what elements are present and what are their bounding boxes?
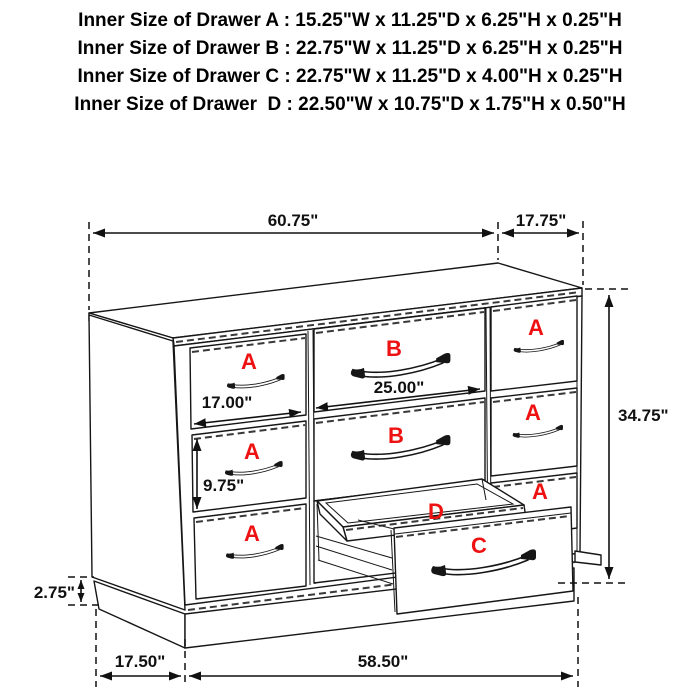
dim-label-overall-height: 34.75" xyxy=(618,406,669,425)
drawer-label-b-top: B xyxy=(386,336,402,361)
drawer-label-a-right-bottom: A xyxy=(532,479,548,504)
spec-line-drawer-a: Inner Size of Drawer A : 15.25"W x 11.25"D x 6.25"H x 0.25"H xyxy=(78,10,622,31)
dim-label-bottom-front-width: 58.50" xyxy=(357,652,409,671)
dim-label-base-height: 2.75" xyxy=(33,583,75,602)
drawer-label-b-middle: B xyxy=(388,423,404,448)
drawer-label-c-pullout: C xyxy=(471,533,487,558)
drawer-label-a-right-top: A xyxy=(528,315,544,340)
drawer-a-left-bottom-front xyxy=(194,504,306,599)
dim-label-top-width: 60.75" xyxy=(267,211,319,230)
drawer-label-a-left-middle: A xyxy=(244,439,260,464)
dim-label-center-drawer-width: 25.00" xyxy=(373,378,425,397)
drawer-label-d-tray: D xyxy=(428,499,444,524)
cabinet-left-panel xyxy=(89,315,185,610)
drawer-glide-bracket xyxy=(575,551,601,565)
spec-line-drawer-d: Inner Size of Drawer D : 22.50"W x 10.75"D x 1.75"H x 0.50"H xyxy=(74,94,626,115)
dim-label-drawer-front-height: 9.75" xyxy=(203,476,245,495)
drawer-a-right-top-front xyxy=(491,296,577,391)
drawer-label-a-right-middle: A xyxy=(525,400,541,425)
drawer-label-a-left-top: A xyxy=(241,349,257,374)
dim-label-side-drawer-width: 17.00" xyxy=(201,393,253,412)
drawer-label-a-left-bottom: A xyxy=(244,521,260,546)
spec-line-drawer-c: Inner Size of Drawer C : 22.75"W x 11.25"D x 4.00"H x 0.25"H xyxy=(77,66,623,87)
dim-label-top-depth: 17.75" xyxy=(515,211,567,230)
spec-line-drawer-b: Inner Size of Drawer B : 22.75"W x 11.25"D x 6.25"H x 0.25"H xyxy=(77,38,623,59)
dim-label-bottom-side-depth: 17.50" xyxy=(114,652,166,671)
drawer-a-left-middle-front xyxy=(192,421,306,512)
